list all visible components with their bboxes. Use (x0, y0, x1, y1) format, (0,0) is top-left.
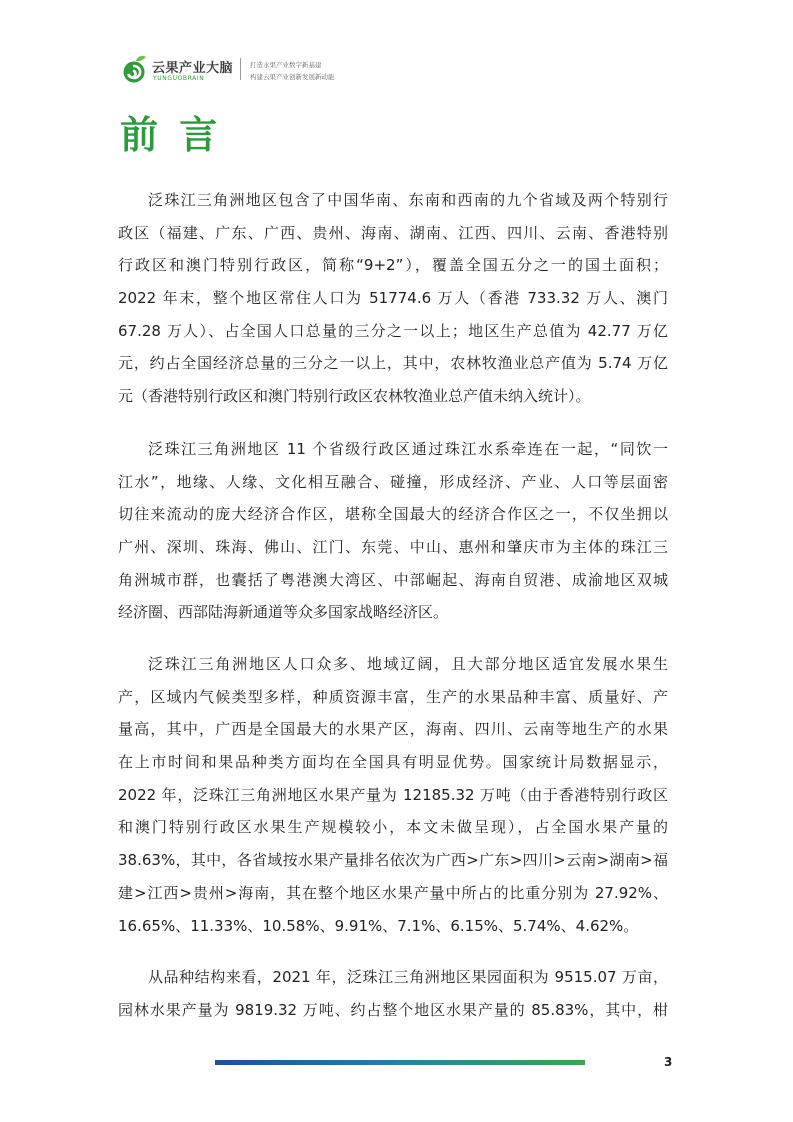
brand-name: 云果产业大脑 (152, 61, 234, 76)
footer-gradient-bar (215, 1060, 585, 1065)
text-line: 泛珠江三角洲地区包含了中国华南、东南和西南的九个省域及两个特别行 (148, 191, 668, 209)
text-line: 元，约占全国经济总量的三分之一以上，其中，农林牧渔业总产值为 5.74 万亿 (118, 354, 668, 373)
text-line: 38.63%，其中，各省域按水果产量排名依次为广西>广东>四川>云南>湖南>福 (118, 851, 668, 870)
page-title: 前 言 (120, 113, 222, 157)
text-line: 16.65%、11.33%、10.58%、9.91%、7.1%、6.15%、5.74%、4.62%。 (118, 916, 639, 935)
paragraph-3 (118, 648, 668, 942)
text-line: 67.28 万人）、占全国人口总量的三分之一以上；地区生产总值为 42.77 万亿 (118, 321, 668, 340)
text-line: 切往来流动的庞大经济合作区，堪称全国最大的经济合作区之一，不仅坐拥以 (118, 505, 668, 524)
slogan-line-1: 打造水果产业数字新基建 (250, 61, 322, 69)
text-line: 2022 年，泛珠江三角洲地区水果产量为 12185.32 万吨（由于香港特别行政区 (118, 785, 668, 804)
text-line: 建>江西>贵州>海南，其在整个地区水果产量中所占的比重分别为 27.92%、 (118, 883, 668, 902)
text-line: 政区（福建、广东、广西、贵州、海南、湖南、江西、四川、云南、香港特别 (118, 223, 668, 242)
text-line: 江水”，地缘、人缘、文化相互融合、碰撞，形成经济、产业、人口等层面密 (118, 472, 668, 491)
text-line: 广州、深圳、珠海、佛山、江门、东莞、中山、惠州和肇庆市为主体的珠江三 (118, 538, 668, 557)
header-divider (240, 58, 241, 80)
text-line: 从品种结构来看，2021 年，泛珠江三角洲地区果园面积为 9515.07 万亩， (148, 968, 668, 986)
text-line: 泛珠江三角洲地区人口众多、地域辽阔，且大部分地区适宜发展水果生 (148, 655, 668, 673)
page-number: 3 (664, 1055, 673, 1069)
paragraph-4 (118, 961, 668, 1026)
slogan-line-2: 构建云果产业创新发展新动能 (250, 73, 335, 81)
paragraph-1 (118, 184, 668, 413)
paragraph-2 (118, 433, 668, 629)
text-line: 行政区和澳门特别行政区，简称“9+2”），覆盖全国五分之一的国土面积； (118, 256, 668, 275)
text-line: 产，区域内气候类型多样，种质资源丰富，生产的水果品种丰富、质量好、产 (118, 687, 668, 706)
text-line: 经济圈、西部陆海新通道等众多国家战略经济区。 (118, 603, 449, 622)
page-header (120, 50, 420, 90)
text-line: 园林水果产量为 9819.32 万吨、约占整个地区水果产量的 85.83%，其中，柑 (118, 1000, 668, 1019)
fruit-swirl-icon (120, 54, 150, 84)
text-line: 角洲城市群，也囊括了粤港澳大湾区、中部崛起、海南自贸港、成渝地区双城 (118, 570, 668, 589)
text-line: 量高，其中，广西是全国最大的水果产区，海南、四川、云南等地生产的水果 (118, 720, 668, 739)
text-line: 2022 年末，整个地区常住人口为 51774.6 万人（香港 733.32 万人、澳门 (118, 289, 668, 308)
text-line: 和澳门特别行政区水果生产规模较小，本文未做呈现），占全国水果产量的 (118, 818, 668, 837)
text-line: 在上市时间和果品种类方面均在全国具有明显优势。国家统计局数据显示， (118, 753, 668, 772)
brand-english-name: YUNGUOBRAIN (153, 75, 205, 82)
text-line: 泛珠江三角洲地区 11 个省级行政区通过珠江水系牵连在一起，“同饮一 (148, 440, 668, 458)
text-line: 元（香港特别行政区和澳门特别行政区农林牧渔业总产值未纳入统计）。 (118, 387, 591, 406)
